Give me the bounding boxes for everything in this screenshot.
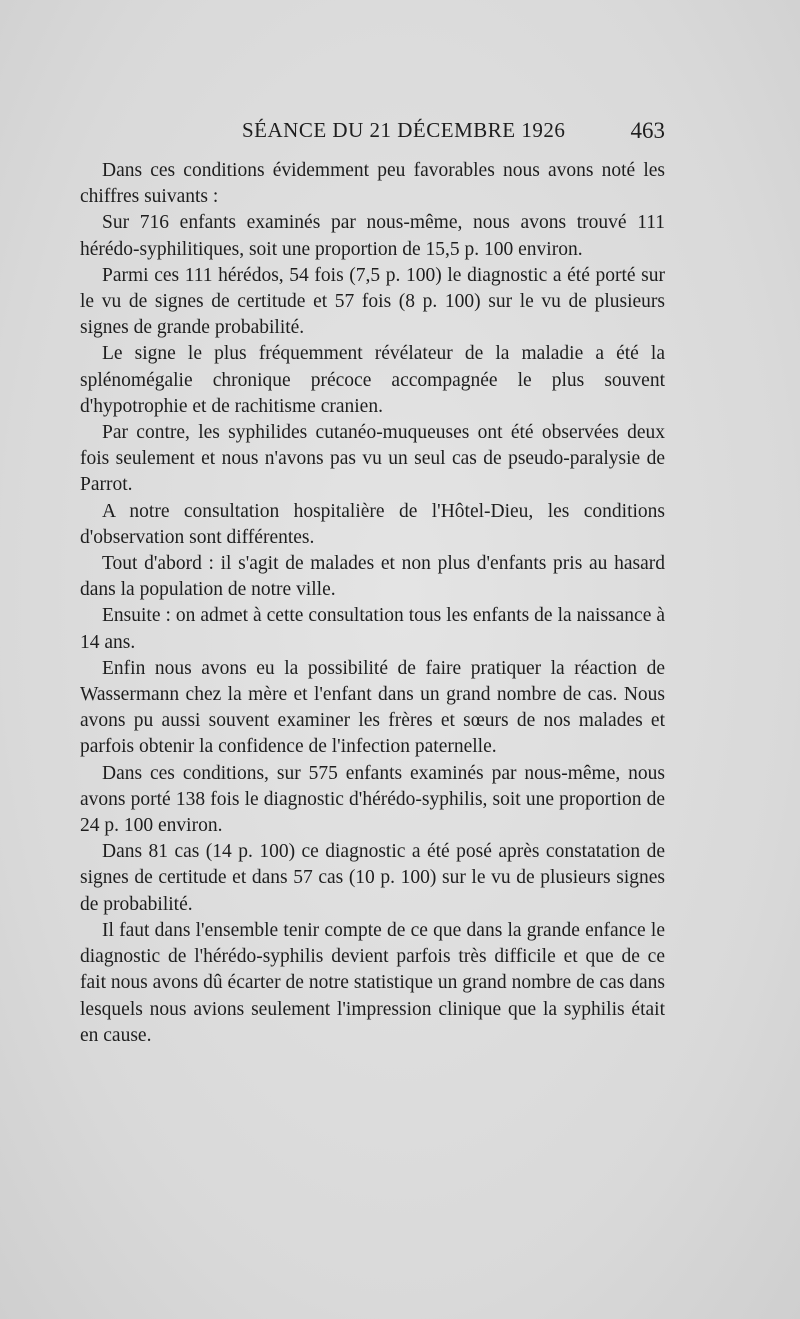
- paragraph: Sur 716 enfants examinés par nous-même, nous avons trouvé 111 hérédo-syphilitiques, soit une proportion de 15,5 p. 100 environ.: [80, 212, 665, 260]
- paragraph: A notre consultation hospitalière de l'Hôtel-Dieu, les conditions d'observation sont différentes.: [80, 500, 665, 548]
- paragraph: Tout d'abord : il s'agit de malades et non plus d'enfants pris au hasard dans la population de notre ville.: [80, 553, 665, 601]
- page-header: [80, 118, 665, 150]
- paragraph: Dans ces conditions, sur 575 enfants examinés par nous-même, nous avons porté 138 fois le diagnostic d'hérédo-syphilis, soit une proportion de 24 p. 100 environ.: [80, 762, 665, 837]
- paragraph: Ensuite : on admet à cette consultation tous les enfants de la naissance à 14 ans.: [80, 605, 665, 653]
- paragraph: Enfin nous avons eu la possibilité de faire pratiquer la réaction de Wassermann chez la mère et l'enfant dans un grand nombre de cas. Nous avons pu aussi souvent examiner les frères et sœurs de nos malades et parfois obtenir la confidence de l'infection paternelle.: [80, 657, 665, 758]
- paragraph: Par contre, les syphilides cutanéo-muqueuses ont été observées deux fois seulement et nous n'avons pas vu un seul cas de pseudo-paralysie de Parrot.: [80, 422, 665, 496]
- paragraph: Parmi ces 111 hérédos, 54 fois (7,5 p. 100) le diagnostic a été porté sur le vu de signes de certitude et 57 fois (8 p. 100) sur le vu de plusieurs signes de grande probabilité.: [80, 264, 665, 339]
- page-number: 463: [630, 118, 665, 143]
- running-head: SÉANCE DU 21 DÉCEMBRE 1926: [242, 118, 566, 142]
- paragraph: Dans 81 cas (14 p. 100) ce diagnostic a été posé après constatation de signes de certitude et dans 57 cas (10 p. 100) sur le vu de plusieurs signes de probabilité.: [80, 841, 665, 915]
- body-text: [80, 158, 665, 1049]
- paragraph: Il faut dans l'ensemble tenir compte de ce que dans la grande enfance le diagnostic de l'hérédo-syphilis devient parfois très difficile et que de ce fait nous avons dû écarter de notre statistique un grand nombre de cas dans lesquels nous avions seulement l'impression clinique que la syphilis était en cause.: [80, 919, 665, 1046]
- paragraph: Dans ces conditions évidemment peu favorables nous avons noté les chiffres suivants :: [80, 160, 665, 208]
- paragraph: Le signe le plus fréquemment révélateur de la maladie a été la splénomégalie chronique précoce accompagnée le plus souvent d'hypotrophie et de rachitisme cranien.: [80, 343, 665, 417]
